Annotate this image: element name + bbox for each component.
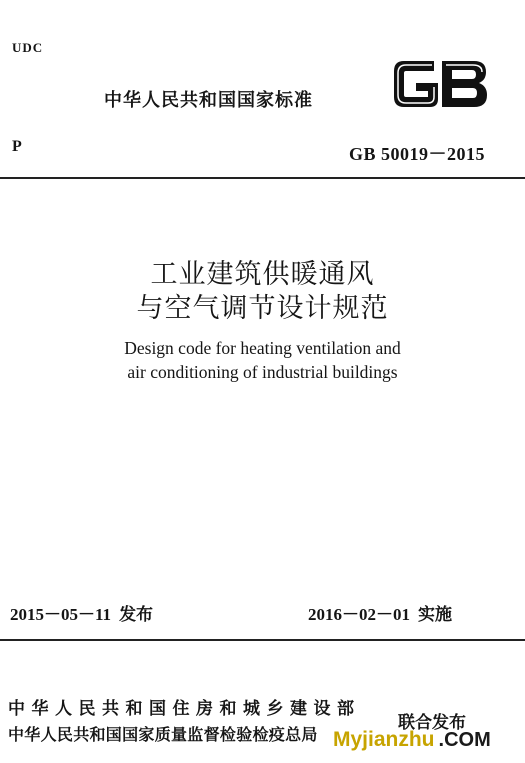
udc-label: UDC <box>12 40 44 55</box>
national-standard-heading: 中华人民共和国国家标准 <box>104 90 313 111</box>
title-cn-line2: 与空气调节设计规范 <box>136 293 389 324</box>
header-divider <box>0 177 525 179</box>
title-en-line1: Design code for heating ventilation and <box>124 338 401 358</box>
publish-label: 发布 <box>119 605 154 625</box>
joint-issue-label: 联合发布 <box>398 713 466 733</box>
title-en-line2: air conditioning of industrial buildings <box>127 362 398 382</box>
watermark-text: Myjianzhu <box>333 728 435 751</box>
publish-date-row <box>10 600 153 625</box>
effective-date-row <box>308 600 452 625</box>
effective-label: 实施 <box>418 605 452 625</box>
classification-code: P <box>12 138 22 155</box>
standard-number: GB 50019－2015 <box>348 144 485 164</box>
footer-divider <box>0 639 525 641</box>
issuer-aqsiq: 中华人民共和国国家质量监督检验检疫总局 <box>8 725 318 744</box>
effective-date: 2016－02－01 <box>308 605 410 624</box>
site-watermark <box>333 728 491 752</box>
issuer-ministry-housing: 中华人民共和国住房和城乡建设部 <box>8 699 361 719</box>
gb-logo-icon <box>390 55 490 113</box>
publish-date: 2015－05－11 <box>10 605 112 624</box>
watermark-suffix: .COM <box>438 729 491 751</box>
title-cn-line1: 工业建筑供暖通风 <box>150 259 375 290</box>
